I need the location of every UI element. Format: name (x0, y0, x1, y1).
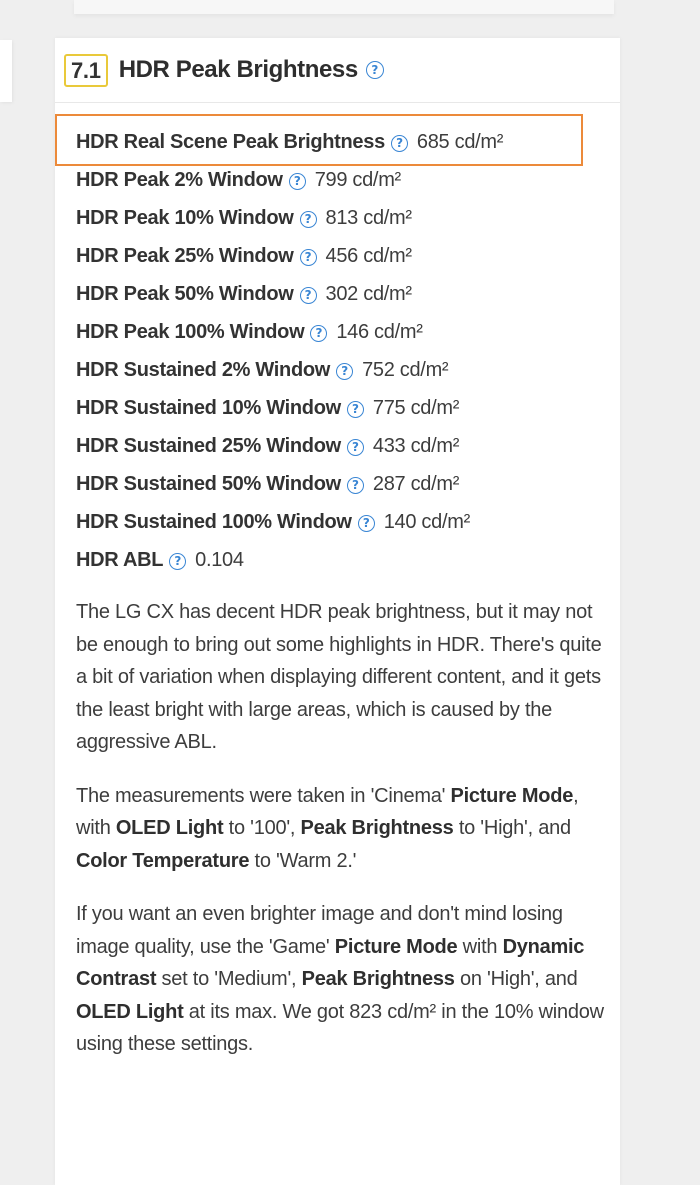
metric-label: HDR Peak 10% Window (76, 207, 294, 229)
side-card-edge (0, 40, 12, 102)
help-icon[interactable]: ? (300, 211, 317, 228)
metric-label: HDR Sustained 100% Window (76, 511, 352, 533)
setting-name: Picture Mode (450, 784, 574, 807)
text-run: , with (76, 784, 579, 839)
metric-label: HDR Peak 2% Window (76, 169, 283, 191)
text-run: at its max. We got 823 cd/m² in the 10% window using these settings. (76, 1000, 604, 1055)
text-run: to '100', (223, 817, 301, 839)
metric-label: HDR Sustained 50% Window (76, 473, 341, 495)
metric-label: HDR Peak 50% Window (76, 283, 294, 305)
metric-value: 775 cd/m² (372, 397, 460, 419)
help-icon[interactable]: ? (289, 173, 306, 190)
section-header (55, 38, 620, 103)
setting-name: Dynamic Contrast (76, 935, 585, 990)
metric-row (76, 543, 606, 581)
metric-value: 752 cd/m² (362, 359, 449, 381)
settings-paragraph (76, 780, 606, 878)
metric-label: HDR Peak 25% Window (76, 245, 294, 267)
metric-row (76, 505, 606, 543)
metric-value: 0.104 (195, 549, 244, 571)
section-title[interactable]: HDR Peak Brightness (118, 56, 358, 83)
metric-row (76, 315, 606, 353)
metric-row (76, 277, 606, 315)
setting-name: Color Temperature (76, 849, 250, 872)
help-icon[interactable]: ? (300, 249, 317, 266)
help-icon[interactable]: ? (300, 287, 317, 304)
metric-row (76, 467, 606, 505)
metric-label: HDR Sustained 2% Window (76, 359, 331, 381)
highlight-annotation-box (55, 114, 583, 166)
text-run: to 'High', and (453, 817, 571, 839)
metric-value: 799 cd/m² (314, 169, 401, 191)
help-icon[interactable]: ? (347, 439, 364, 456)
metric-value: 302 cd/m² (325, 283, 412, 305)
text-run: The measurements were taken in 'Cinema' (76, 784, 451, 807)
description-text (76, 596, 606, 1082)
metric-label: HDR ABL (76, 549, 164, 571)
setting-name: Picture Mode (334, 935, 458, 958)
metric-row (76, 201, 606, 239)
help-icon[interactable]: ? (391, 135, 408, 152)
metric-row (76, 239, 606, 277)
metric-value: 287 cd/m² (372, 473, 460, 495)
help-icon[interactable]: ? (169, 553, 186, 570)
text-run: If you want an even brighter image and don't mind losing image quality, use the 'Game' (76, 903, 563, 958)
help-icon[interactable]: ? (310, 325, 327, 342)
previous-card-edge (74, 0, 614, 14)
metric-label: HDR Real Scene Peak Brightness (76, 131, 385, 153)
help-icon[interactable]: ? (366, 61, 384, 79)
help-icon[interactable]: ? (347, 477, 364, 494)
metric-value: 433 cd/m² (372, 435, 460, 457)
metric-row (76, 353, 606, 391)
text-run: on 'High', and (454, 968, 578, 990)
hdr-peak-brightness-card (55, 38, 620, 1185)
metric-value: 813 cd/m² (325, 207, 412, 229)
setting-name: OLED Light (115, 817, 224, 839)
metrics-list (76, 125, 606, 581)
section-number-badge: 7.1 (64, 54, 108, 87)
metric-value: 456 cd/m² (325, 245, 412, 267)
setting-name: OLED Light (76, 1000, 184, 1023)
description-paragraph: The LG CX has decent HDR peak brightness, but it may not be enough to bring out some highlights in HDR. There's quite a bit of variation when displaying different content, and it gets the least bright with large areas, which is caused by the aggressive ABL. (76, 601, 602, 753)
metric-label: HDR Peak 100% Window (76, 321, 305, 343)
metric-row (76, 391, 606, 429)
metric-value: 685 cd/m² (416, 131, 504, 153)
metric-row (76, 429, 606, 467)
metric-label: HDR Sustained 10% Window (76, 397, 341, 419)
metric-label: HDR Sustained 25% Window (76, 435, 341, 457)
setting-name: Peak Brightness (300, 817, 454, 839)
tips-paragraph (76, 898, 606, 1061)
metric-value: 146 cd/m² (336, 321, 423, 343)
help-icon[interactable]: ? (336, 363, 353, 380)
text-run: with (457, 935, 503, 958)
setting-name: Peak Brightness (301, 968, 455, 990)
help-icon[interactable]: ? (347, 401, 364, 418)
metric-value: 140 cd/m² (383, 511, 470, 533)
text-run: set to 'Medium', (156, 968, 302, 990)
help-icon[interactable]: ? (358, 515, 375, 532)
text-run: to 'Warm 2.' (249, 849, 357, 872)
metric-row (76, 163, 606, 201)
